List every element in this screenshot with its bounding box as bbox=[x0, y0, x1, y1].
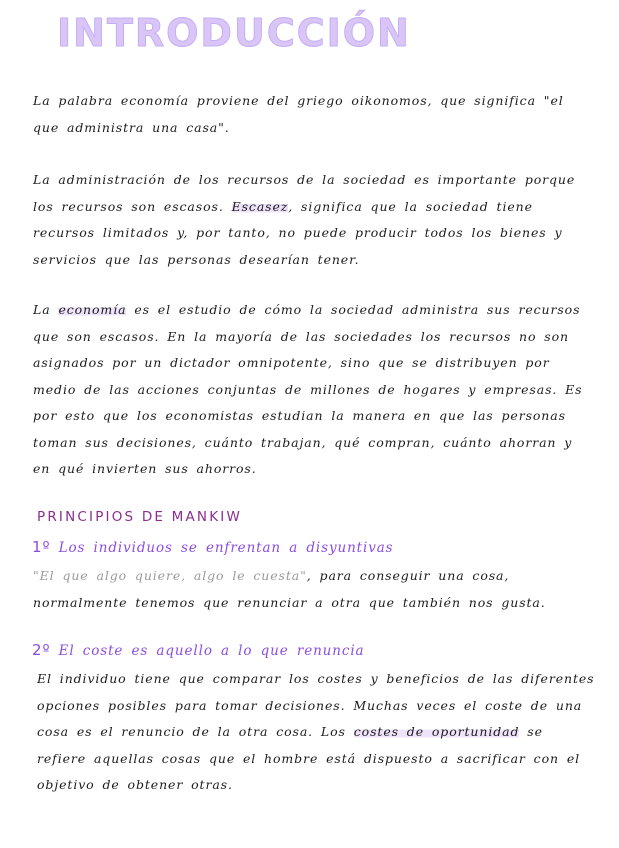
paragraph-scarcity-text-2: , significa que la sociedad tiene recursos limitados y, por tanto, no puede producir todos los bienes y servicios que las personas desearían tener. bbox=[33, 198, 563, 267]
principle-2-body bbox=[37, 666, 597, 799]
principle-1-body bbox=[33, 563, 593, 616]
paragraph-scarcity-text-1: La administración de los recursos de la sociedad es importante porque los recursos son escasos. bbox=[33, 172, 576, 214]
principle-2-title bbox=[32, 641, 365, 659]
principle-1-quote: "El que algo quiere, algo le cuesta" bbox=[33, 568, 307, 583]
paragraph-economy-text-2: es el estudio de cómo la sociedad administra sus recursos que son escasos. En la mayoría de las sociedades los recursos no son asignados por un dictador omnipotente, sino que se distribuyen por medio de las acciones conjuntas de millones de hogares y empresas. Es por esto que los economistas estudian la manera en que las personas toman sus decisiones, cuánto trabajan, qué compran, cuánto ahorran y en qué invierten sus ahorros. bbox=[33, 302, 583, 476]
principle-2-body-text-2: se refiere aquellas cosas que el hombre está dispuesto a sacrificar con el objetivo de obtener otras. bbox=[37, 724, 581, 792]
paragraph-economy-definition bbox=[33, 297, 593, 483]
paragraph-scarcity bbox=[33, 167, 593, 273]
principle-1-number: 1º bbox=[32, 538, 51, 556]
highlight-escasez: Escasez bbox=[231, 198, 289, 214]
paragraph-economy-text-1: La bbox=[33, 302, 59, 317]
paragraph-economy-origin: La palabra economía proviene del griego oikonomos, que significa "el que administra una casa". bbox=[33, 93, 564, 135]
principle-1-title-text: Los individuos se enfrentan a disyuntivas bbox=[58, 540, 394, 556]
page-title: INTRODUCCIÓN bbox=[57, 11, 411, 55]
section-heading-mankiw: PRINCIPIOS DE MANKIW bbox=[37, 509, 242, 525]
principle-2-title-text: El coste es aquello a lo que renuncia bbox=[58, 643, 365, 659]
principle-2-number: 2º bbox=[32, 641, 51, 659]
principle-2-body-text-1: El individuo tiene que comparar los costes y beneficios de las diferentes opciones posibles para tomar decisiones. Muchas veces el coste de una cosa es el renuncio de la otra cosa. Los bbox=[37, 671, 595, 739]
principle-1-title bbox=[32, 538, 394, 556]
highlight-costes-oportunidad: costes de oportunidad bbox=[353, 724, 520, 739]
highlight-economia: economía bbox=[58, 302, 127, 317]
principle-1-body-text: , para conseguir una cosa, normalmente tenemos que renunciar a otra que también nos gusta. bbox=[33, 568, 546, 610]
